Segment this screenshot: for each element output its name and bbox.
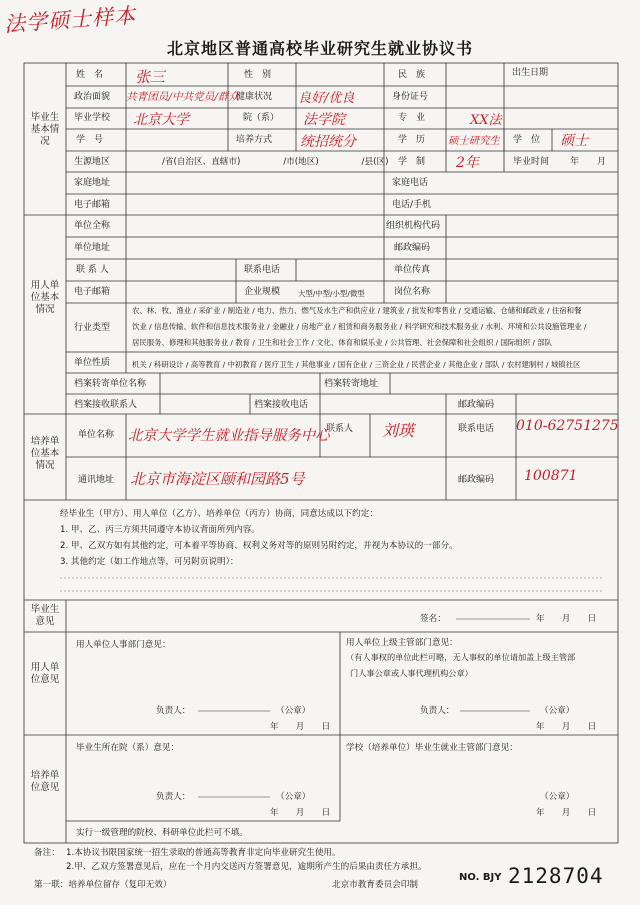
origin-fields: /省(自治区、直辖市) /市(地区) /县(区) xyxy=(162,157,389,167)
school-employment-date: 年 月 日 xyxy=(536,808,597,818)
serial-number: 2128704 xyxy=(508,864,604,888)
org-code-label: 组织机构代码 xyxy=(386,221,441,231)
school-postal-value[interactable]: 100871 xyxy=(524,468,578,484)
school-addr-value[interactable]: 北京市海淀区颐和园路5号 xyxy=(130,470,305,488)
industry-label: 行业类型 xyxy=(74,323,111,333)
name-value[interactable]: 张三 xyxy=(135,68,166,86)
political-value[interactable]: 共青团员/中共党员/群众 xyxy=(126,91,240,103)
major-label: 专 业 xyxy=(398,113,426,123)
employer-email-label: 电子邮箱 xyxy=(74,287,111,297)
section-employer-label: 用人单位基本情况 xyxy=(30,280,60,315)
archive-receiver-label: 档案接收联系人 xyxy=(74,400,138,410)
school-employment-seal-label: （公章） xyxy=(540,792,575,802)
school-unit-label: 单位名称 xyxy=(78,430,115,440)
home-phone-label: 家庭电话 xyxy=(392,178,429,188)
industry-line-2: 饮业 / 信息传输、软件和信息技术服务业 / 金融业 / 房地产业 / 租赁和商务服务业 / 科学研究和技术服务业 / 水利、环境和公共设施管理业 / xyxy=(132,322,587,331)
dept-label: 院（系） xyxy=(243,113,280,123)
grad-time-unit: 年 月 xyxy=(570,157,607,167)
health-value[interactable]: 良好/优良 xyxy=(298,91,355,106)
hr-dept-opinion-label: 用人单位人事部门意见： xyxy=(76,640,171,650)
grad-sign-label: 签名： xyxy=(420,614,446,624)
serial-prefix: NO. BJY xyxy=(459,872,502,883)
superior-seal-label: （公章） xyxy=(540,706,575,716)
archive-unit-label: 档案转寄单位名称 xyxy=(74,379,147,389)
school-dept-date: 年 月 日 xyxy=(270,808,331,818)
agreement-item-3: 3. 其他约定（如工作地点等，可另附页说明）： xyxy=(60,557,239,567)
student-no-label: 学 号 xyxy=(76,135,104,145)
school-tel-label: 联系电话 xyxy=(458,424,495,434)
school-unit-value[interactable]: 北京大学学生就业指导服务中心 xyxy=(128,428,330,444)
postal-label: 邮政编码 xyxy=(394,243,431,253)
birth-label: 出生日期 xyxy=(512,68,549,78)
superior-note-2: 门人事公章或人事代理机构公章） xyxy=(350,668,473,678)
home-label: 家庭地址 xyxy=(74,178,111,188)
remark-label: 备注： xyxy=(34,848,60,858)
remark-1: 1.本协议书限国家统一招生录取的普通高等教育非定向毕业研究生使用。 xyxy=(66,848,341,858)
copy-label: 第一联：培养单位留存（复印无效） xyxy=(34,880,172,890)
section-school-opinion-label: 培养单位意见 xyxy=(30,770,60,793)
email-label: 电子邮箱 xyxy=(74,200,111,210)
scale-label: 企业规模 xyxy=(244,287,281,297)
school-label: 毕业学校 xyxy=(74,113,111,123)
contact-label: 联 系 人 xyxy=(76,265,109,275)
section-school-label: 培养单位基本情况 xyxy=(30,436,60,471)
school-seal-label: （公章） xyxy=(276,792,311,802)
archive-tel-label: 档案接收电话 xyxy=(254,400,309,410)
length-value[interactable]: 2年 xyxy=(456,155,479,171)
length-label: 学 制 xyxy=(398,157,426,167)
industry-line-3: 居民服务、修理和其他服务业 / 教育 / 卫生和社会工作 / 文化、体育和娱乐业 / 公共管理、社会保障和社会组织 / 国际组织 / 部队 xyxy=(132,338,553,347)
school-value[interactable]: 北京大学 xyxy=(133,112,189,128)
dept-value[interactable]: 法学院 xyxy=(303,112,345,128)
superior-note-1: （有人事权的单位此栏可略，无人事权的单位请加盖上级主管部 xyxy=(346,652,576,662)
superior-date: 年 月 日 xyxy=(536,722,597,732)
industry-line-1: 农、林、牧、渔业 / 采矿业 / 制造业 / 电力、热力、燃气及水生产和供应业 / 建筑业 / 批发和零售业 / 交通运输、仓储和邮政业 / 住宿和餐 xyxy=(132,306,582,315)
printer-label: 北京市教育委员会印制 xyxy=(332,880,418,890)
superior-responsible-label: 负责人： xyxy=(420,706,455,716)
page-title: 北京地区普通高校毕业研究生就业协议书 xyxy=(166,39,473,58)
section-grad-opinion-label: 毕业生意见 xyxy=(30,604,60,627)
section-emp-opinion-label: 用人单位意见 xyxy=(30,662,60,685)
school-tel-value[interactable]: 010-62751275 xyxy=(516,418,619,434)
hr-date: 年 月 日 xyxy=(270,722,331,732)
superior-opinion-label: 用人单位上级主管部门意见： xyxy=(346,638,458,648)
political-label: 政治面貌 xyxy=(74,92,111,102)
unit-name-label: 单位全称 xyxy=(74,221,111,231)
school-responsible-label: 负责人： xyxy=(156,792,191,802)
school-postal-label: 邮政编码 xyxy=(458,475,495,485)
nature-label: 单位性质 xyxy=(74,358,111,368)
specimen-stamp: 法学硕士样本 xyxy=(3,3,137,37)
job-label: 岗位名称 xyxy=(394,287,431,297)
degree-level-label: 学 历 xyxy=(398,135,426,145)
major-value[interactable]: XX法 xyxy=(470,113,502,128)
agreement-item-1: 1. 甲、乙、丙三方须共同遵守本协议背面所列内容。 xyxy=(60,525,260,535)
degree-value[interactable]: 硕士 xyxy=(560,133,588,149)
grad-sign-date: 年 月 日 xyxy=(536,614,597,624)
hr-responsible-label: 负责人： xyxy=(156,706,191,716)
grad-time-label: 毕业时间 xyxy=(513,157,550,167)
school-addr-label: 通讯地址 xyxy=(78,475,115,485)
degree-level-value[interactable]: 硕士研究生 xyxy=(448,135,500,147)
archive-addr-label: 档案转寄地址 xyxy=(324,379,379,389)
archive-postal-label: 邮政编码 xyxy=(458,400,495,410)
hr-seal-label: （公章） xyxy=(276,706,311,716)
name-label: 姓 名 xyxy=(76,70,104,80)
mode-value[interactable]: 统招统分 xyxy=(300,134,356,150)
school-dept-opinion-label: 毕业生所在院（系）意见： xyxy=(76,743,180,753)
scale-options: 大型/中型/小型/微型 xyxy=(298,289,365,298)
mode-label: 培养方式 xyxy=(236,135,273,145)
remark-2: 2.甲、乙双方签署意见后，应在一个月内交送丙方签署意见，逾期所产生的后果由责任方承担。 xyxy=(66,862,427,872)
school-contact-label: 联系人 xyxy=(326,424,354,434)
health-label: 健康状况 xyxy=(236,92,273,102)
fax-label: 单位传真 xyxy=(394,265,431,275)
section-graduate-label: 毕业生基本情况 xyxy=(30,112,60,147)
origin-label: 生源地区 xyxy=(74,157,111,167)
mobile-label: 电话/手机 xyxy=(392,200,432,210)
ethnicity-label: 民 族 xyxy=(398,70,426,80)
unit-addr-label: 单位地址 xyxy=(74,243,111,253)
degree-label: 学 位 xyxy=(513,135,541,145)
tel-label: 联系电话 xyxy=(244,265,281,275)
one-level-notice: 实行一级管理的院校、科研单位此栏可不填。 xyxy=(76,828,248,838)
gender-label: 性 别 xyxy=(244,70,272,80)
school-contact-value[interactable]: 刘瑛 xyxy=(382,421,415,440)
id-label: 身份证号 xyxy=(392,92,429,102)
agreement-intro: 经毕业生（甲方）、用人单位（乙方）、培养单位（丙方）协商，同意达成以下约定： xyxy=(60,509,378,519)
agreement-item-2: 2. 甲、乙双方如有其他约定，可本着平等协商、权利义务对等的原则另附约定，并视为本协议的一部分。 xyxy=(60,541,458,551)
school-employment-opinion-label: 学校（培养单位）毕业生就业主管部门意见： xyxy=(346,743,518,753)
nature-options: 机关 / 科研设计 / 高等教育 / 中初教育 / 医疗卫生 / 其他事业 / 国有企业 / 三资企业 / 民营企业 / 其他企业 / 部队 / 农村建制村 / 城镇社区 xyxy=(132,360,581,369)
